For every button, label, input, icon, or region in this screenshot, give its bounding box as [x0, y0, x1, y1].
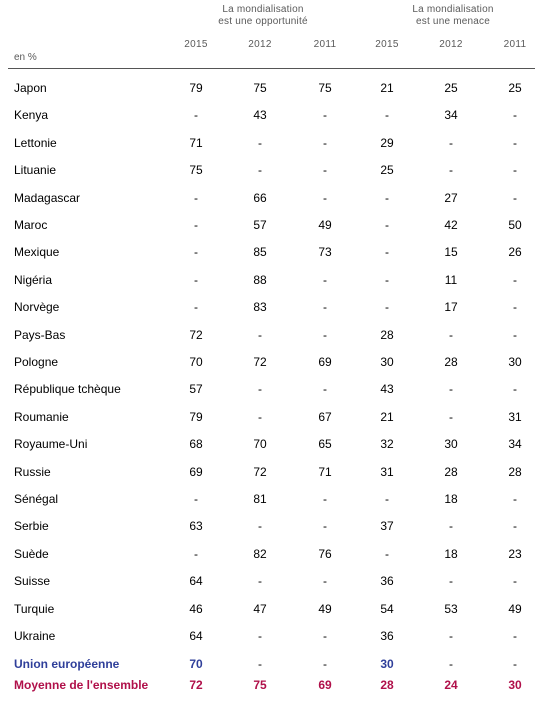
- table-cell: 66: [253, 190, 267, 205]
- row-label: Maroc: [14, 218, 48, 232]
- table-cell: 23: [508, 546, 522, 561]
- table-cell: -: [449, 409, 453, 424]
- table-cell: -: [194, 190, 198, 205]
- table-cell: 54: [380, 601, 394, 616]
- year-header: 2011: [313, 39, 337, 50]
- table-cell: 69: [318, 678, 332, 692]
- table-cell: 28: [444, 464, 458, 479]
- table-cell: -: [258, 409, 262, 424]
- table-row: [0, 543, 535, 565]
- table-cell: 34: [508, 437, 522, 452]
- table-cell: -: [449, 382, 453, 397]
- table-cell: -: [513, 382, 517, 397]
- table-cell: 15: [444, 245, 458, 260]
- table-row: [0, 269, 535, 291]
- row-label: Ukraine: [14, 629, 56, 643]
- table-row: [0, 515, 535, 537]
- table-cell: -: [323, 519, 327, 534]
- table-cell: 27: [444, 190, 458, 205]
- table-cell: 65: [318, 437, 332, 452]
- header-divider: [8, 68, 535, 69]
- table-cell: 21: [380, 409, 394, 424]
- year-header: 2015: [375, 39, 399, 50]
- table-cell: 79: [189, 409, 203, 424]
- table-row: [0, 187, 535, 209]
- table-cell: -: [449, 519, 453, 534]
- table-cell: 28: [508, 464, 522, 479]
- table-cell: 30: [380, 657, 394, 671]
- table-cell: -: [513, 108, 517, 123]
- table-cell: 43: [380, 382, 394, 397]
- table-cell: 31: [380, 464, 394, 479]
- table-cell: -: [323, 492, 327, 506]
- table-cell: 70: [189, 355, 203, 369]
- unit-label: en %: [14, 52, 37, 63]
- table-cell: -: [258, 382, 262, 397]
- table-cell: 47: [253, 601, 267, 616]
- table-cell: -: [513, 519, 517, 534]
- table-cell: -: [385, 272, 389, 287]
- table-cell: 69: [318, 355, 332, 369]
- row-label: Kenya: [14, 108, 49, 123]
- table-cell: 72: [189, 678, 203, 692]
- table-cell: -: [323, 574, 327, 589]
- row-label: Lituanie: [14, 163, 57, 178]
- table-row: [0, 324, 535, 346]
- row-label: Pays-Bas: [14, 327, 66, 342]
- row-label: Sénégal: [14, 492, 59, 506]
- group-title-line: La mondialisation: [222, 4, 304, 15]
- table-cell: -: [323, 135, 327, 150]
- table-cell: 72: [253, 464, 267, 479]
- table-cell: 68: [189, 437, 203, 452]
- table-row: [0, 406, 535, 428]
- group-title-line: La mondialisation: [412, 4, 494, 15]
- row-label: Turquie: [14, 601, 55, 616]
- table-cell: -: [194, 300, 198, 315]
- table-header: [0, 0, 535, 69]
- table-cell: 29: [380, 135, 394, 150]
- table-cell: 30: [508, 678, 522, 692]
- table-cell: 25: [508, 81, 522, 95]
- table-cell: 28: [380, 678, 394, 692]
- table-row: [0, 433, 535, 455]
- table-cell: 49: [318, 218, 332, 232]
- table-cell: -: [194, 245, 198, 260]
- table-cell: -: [194, 272, 198, 287]
- table-row: [0, 351, 535, 373]
- table-cell: 46: [189, 601, 203, 616]
- table-cell: -: [449, 135, 453, 150]
- table-cell: 70: [253, 437, 267, 452]
- table-cell: -: [385, 245, 389, 260]
- table-row: [0, 132, 535, 154]
- table-cell: 49: [318, 601, 332, 616]
- table-cell: -: [258, 163, 262, 178]
- table-cell: 37: [380, 519, 394, 534]
- table-cell: -: [449, 327, 453, 342]
- table-cell: -: [385, 218, 389, 232]
- table-cell: -: [194, 108, 198, 123]
- table-cell: 25: [444, 81, 458, 95]
- table-cell: 11: [444, 272, 458, 287]
- table-cell: -: [449, 163, 453, 178]
- row-label: Japon: [14, 81, 47, 95]
- table-cell: 50: [508, 218, 522, 232]
- table-cell: -: [385, 492, 389, 506]
- table-cell: 70: [189, 657, 203, 671]
- table-cell: -: [513, 492, 517, 506]
- table-cell: 30: [380, 355, 394, 369]
- row-label: République tchèque: [14, 382, 121, 397]
- table-cell: -: [258, 327, 262, 342]
- table-cell: -: [323, 657, 327, 671]
- table-cell: -: [323, 382, 327, 397]
- year-header: 2012: [248, 39, 272, 50]
- table-cell: 26: [508, 245, 522, 260]
- table-cell: -: [513, 657, 517, 671]
- table-cell: 25: [380, 163, 394, 178]
- table-row: [0, 461, 535, 483]
- table-cell: -: [194, 546, 198, 561]
- table-cell: -: [513, 135, 517, 150]
- row-label: Roumanie: [14, 409, 69, 424]
- table-cell: 75: [253, 81, 267, 95]
- table-cell: -: [449, 574, 453, 589]
- table-cell: 85: [253, 245, 267, 260]
- row-label: Lettonie: [14, 135, 57, 150]
- table-cell: 36: [380, 629, 394, 643]
- row-label: Suède: [14, 546, 49, 561]
- table-cell: -: [194, 218, 198, 232]
- table-cell: -: [323, 629, 327, 643]
- table-cell: 18: [444, 492, 458, 506]
- table-cell: 57: [253, 218, 267, 232]
- table-cell: -: [323, 327, 327, 342]
- table-cell: 71: [189, 135, 203, 150]
- row-label: Nigéria: [14, 272, 53, 287]
- table-cell: -: [258, 519, 262, 534]
- table-cell: 63: [189, 519, 203, 534]
- table-cell: 69: [189, 464, 203, 479]
- threat-group-title: [378, 4, 528, 28]
- table-cell: -: [385, 300, 389, 315]
- table-cell: -: [385, 108, 389, 123]
- table-cell: 72: [253, 355, 267, 369]
- row-label: Norvège: [14, 300, 60, 315]
- table-cell: 88: [253, 272, 267, 287]
- row-label: Moyenne de l'ensemble: [14, 678, 149, 692]
- row-label: Serbie: [14, 519, 49, 534]
- group-title-line: est une opportunité: [218, 16, 308, 27]
- table-cell: 36: [380, 574, 394, 589]
- table-cell: -: [385, 190, 389, 205]
- table-cell: 81: [253, 492, 267, 506]
- year-header: 2012: [439, 39, 463, 50]
- table-cell: -: [513, 300, 517, 315]
- table-cell: 30: [508, 355, 522, 369]
- table-cell: -: [449, 629, 453, 643]
- year-header: 2015: [184, 39, 208, 50]
- row-label: Union européenne: [14, 657, 120, 671]
- table-cell: 17: [444, 300, 458, 315]
- table-cell: 31: [508, 409, 522, 424]
- table-cell: -: [385, 546, 389, 561]
- table-cell: 34: [444, 108, 458, 123]
- table-cell: -: [513, 327, 517, 342]
- table-cell: -: [513, 190, 517, 205]
- table-cell: -: [449, 657, 453, 671]
- table-cell: 49: [508, 601, 522, 616]
- table-cell: -: [323, 272, 327, 287]
- table-cell: 24: [444, 678, 458, 692]
- table-cell: 64: [189, 574, 203, 589]
- table-cell: -: [323, 190, 327, 205]
- table-cell: 28: [380, 327, 394, 342]
- table-cell: 82: [253, 546, 267, 561]
- table-row: [0, 214, 535, 236]
- table-row: [0, 296, 535, 318]
- table-cell: -: [323, 163, 327, 178]
- summary-row-eu: [0, 653, 535, 675]
- table-cell: 53: [444, 601, 458, 616]
- table-row: [0, 159, 535, 181]
- row-label: Madagascar: [14, 190, 81, 205]
- table-cell: -: [258, 657, 262, 671]
- opportunity-group-title: [188, 4, 338, 28]
- row-label: Mexique: [14, 245, 60, 260]
- table-cell: -: [513, 272, 517, 287]
- table-row: [0, 241, 535, 263]
- row-label: Royaume-Uni: [14, 437, 88, 452]
- table-cell: 57: [189, 382, 203, 397]
- table-row: [0, 77, 535, 99]
- table-cell: 75: [318, 81, 332, 95]
- table-row: [0, 598, 535, 620]
- table-row: [0, 378, 535, 400]
- table-cell: 21: [380, 81, 394, 95]
- row-label: Suisse: [14, 574, 51, 589]
- table-cell: 30: [444, 437, 458, 452]
- table-cell: 32: [380, 437, 394, 452]
- table-cell: -: [513, 629, 517, 643]
- table-cell: 73: [318, 245, 332, 260]
- table-cell: -: [194, 492, 198, 506]
- table-cell: -: [513, 163, 517, 178]
- year-header: 2011: [503, 39, 527, 50]
- table-row: [0, 488, 535, 510]
- table-row: [0, 104, 535, 126]
- table-cell: 72: [189, 327, 203, 342]
- table-cell: 42: [444, 218, 458, 232]
- table-cell: 64: [189, 629, 203, 643]
- table-cell: 43: [253, 108, 267, 123]
- row-label: Russie: [14, 464, 51, 479]
- table-cell: 75: [189, 163, 203, 178]
- table-cell: 18: [444, 546, 458, 561]
- table-cell: 75: [253, 678, 267, 692]
- table-cell: -: [258, 629, 262, 643]
- row-label: Pologne: [14, 355, 59, 369]
- table-row: [0, 625, 535, 647]
- table-cell: 71: [318, 464, 332, 479]
- table-row: [0, 570, 535, 592]
- summary-row-average: [0, 674, 535, 696]
- table-cell: -: [513, 574, 517, 589]
- table-cell: 79: [189, 81, 203, 95]
- table-cell: 28: [444, 355, 458, 369]
- table-cell: -: [323, 300, 327, 315]
- table-cell: 67: [318, 409, 332, 424]
- table-cell: -: [258, 574, 262, 589]
- group-title-line: est une menace: [416, 16, 490, 27]
- table-cell: 83: [253, 300, 267, 315]
- table-cell: 76: [318, 546, 332, 561]
- table-cell: -: [323, 108, 327, 123]
- table-cell: -: [258, 135, 262, 150]
